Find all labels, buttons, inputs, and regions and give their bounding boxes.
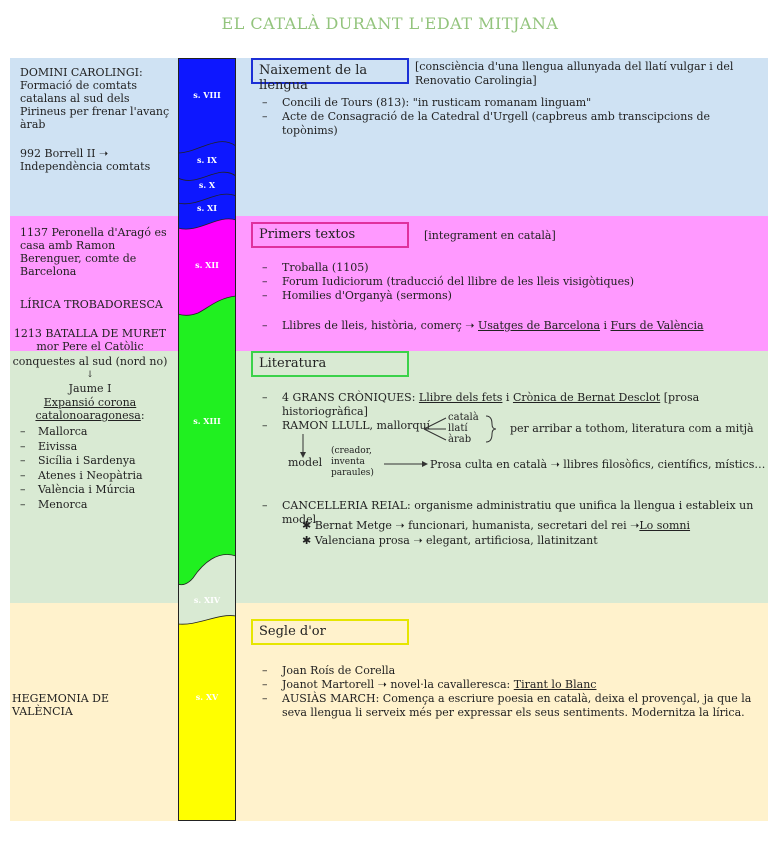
llibres-prefix: Llibres de lleis, història, comerç ➝: [282, 319, 479, 332]
timeline-label-xv: s. XV: [195, 692, 219, 702]
model-note-line: (creador,: [331, 446, 372, 456]
tothom-text: per arribar a tothom, literatura com a mitjà: [510, 422, 754, 435]
borrell-text: 992 Borrell II ➝ Independència comtats: [20, 147, 151, 173]
timeline: [178, 58, 236, 821]
furs-link: Furs de València: [610, 319, 704, 332]
segle-heading: Segle d'or: [251, 619, 409, 645]
croniques-i: i: [502, 391, 513, 404]
ausias-item: – AUSIÀS MARCH: Comença a escriure poesia en català, deixa el provençal, ja que la seva llengua li serveix més per expressar els seus sentiments. Modernitza la lírica.: [282, 692, 752, 720]
timeline-label-x: s. X: [198, 180, 216, 190]
llibre-fets: Llibre dels fets: [418, 391, 503, 404]
expansio-label: Expansió corona catalonoaragonesa: [35, 396, 141, 422]
llull-item: – RAMON LLULL, mallorquí: [282, 419, 432, 433]
timeline-label-viii: s. VIII: [193, 90, 221, 100]
timeline-segment-yellow: [178, 616, 236, 821]
model-note: [331, 446, 374, 479]
corella-item: – Joan Roís de Corella: [282, 664, 762, 678]
timeline-segment-blue: [178, 58, 236, 153]
model-note-line: inventa: [331, 457, 365, 467]
jaume-text: Jaume I: [68, 382, 112, 395]
naixement-item: – Acte de Consagració de la Catedral d'Urgell (capbreus amb transcipcions de topònims): [282, 110, 762, 138]
prosa-text: Prosa culta en català ➝ llibres filosòfics, científics, místics…: [430, 458, 766, 471]
page-title: EL CATALÀ DURANT L'EDAT MITJANA: [221, 14, 559, 33]
literatura-heading: Literatura: [251, 351, 409, 377]
muret-text: 1213 BATALLA DE MURET mor Pere el Catòlic: [13, 327, 167, 353]
cronica-desclot: Crònica de Bernat Desclot: [512, 391, 661, 404]
timeline-segment-green: [178, 296, 236, 585]
tirant-lo-blanc: Tirant lo Blanc: [513, 678, 597, 691]
valenciana-item: ✱ Valenciana prosa ➝ elegant, artificiosa, llatinitzant: [302, 534, 598, 547]
naixement-item: – Concili de Tours (813): "in rusticam romanam linguam": [282, 96, 762, 110]
primers-item: – Troballa (1105): [282, 261, 762, 275]
list-item: – Sicília i Sardenya: [12, 454, 172, 469]
model-label: model: [288, 456, 323, 469]
timeline-label-xiv: s. XIV: [193, 595, 221, 605]
list-item: – Atenes i Neopàtria: [12, 469, 172, 484]
primers-item: – Forum Iudiciorum (traducció del llibre de les lleis visigòtiques): [282, 275, 762, 289]
arrow-down-icon: ↓: [86, 370, 94, 380]
metge-item: [302, 519, 762, 533]
naixement-heading: Naixement de la llengua: [251, 58, 409, 84]
metge-prefix: ✱ Bernat Metge ➝ funcionari, humanista, secretari del rei ➝: [302, 519, 640, 532]
peronella-text: 1137 Peronella d'Aragó es casa amb Ramon Berenguer, comte de Barcelona: [20, 226, 167, 278]
carolingi-text: DOMINI CAROLINGI: Formació de comtats catalans al sud dels Pirineus per frenar l'avanç àrab: [20, 66, 170, 131]
lirica-text: LÍRICA TROBADORESCA: [20, 298, 163, 311]
timeline-label-xiii: s. XIII: [193, 416, 221, 426]
primers-llibres: [282, 319, 762, 333]
territoris-list: [12, 425, 172, 512]
martorell-prefix: Joanot Martorell ➝ novel·la cavalleresca:: [282, 678, 514, 691]
list-item: – València i Múrcia: [12, 483, 172, 498]
timeline-label-xi: s. XI: [196, 203, 218, 213]
cancelleria-item: – CANCELLERIA REIAL: organisme administratiu que unifica la llengua i estableix un model: [282, 499, 767, 527]
expansio-text: [10, 396, 170, 422]
list-item: – Mallorca: [12, 425, 172, 440]
list-item: – Eivissa: [12, 440, 172, 455]
croniques-prefix: 4 GRANS CRÒNIQUES:: [282, 391, 419, 404]
croniques-item: [282, 391, 762, 419]
primers-item: – Homilies d'Organyà (sermons): [282, 289, 762, 303]
martorell-item: [282, 678, 762, 692]
model-note-line: paraules): [331, 468, 374, 478]
conquestes-text: conquestes al sud (nord no): [12, 355, 168, 368]
list-item: – Menorca: [12, 498, 172, 513]
timeline-label-ix: s. IX: [196, 155, 218, 165]
hegemonia-text: HEGEMONIA DE VALÈNCIA: [12, 692, 109, 718]
primers-heading: Primers textos: [251, 222, 409, 248]
lang-arab: àrab: [448, 434, 472, 445]
croniques-suffix: [prosa historiogràfica]: [282, 391, 700, 418]
naixement-note: [consciència d'una llengua allunyada del llatí vulgar i del Renovatio Carolingia]: [415, 60, 734, 87]
primers-note: [integrament en català]: [424, 229, 556, 242]
lo-somni: Lo somni: [639, 519, 691, 532]
lang-list: [448, 412, 479, 445]
lang-llati: llatí: [448, 423, 468, 434]
lang-catala: català: [448, 412, 479, 423]
usatges-link: Usatges de Barcelona: [478, 319, 601, 332]
expansio-colon: :: [140, 409, 145, 422]
timeline-label-xii: s. XII: [195, 260, 219, 270]
llibres-i: i: [600, 319, 611, 332]
